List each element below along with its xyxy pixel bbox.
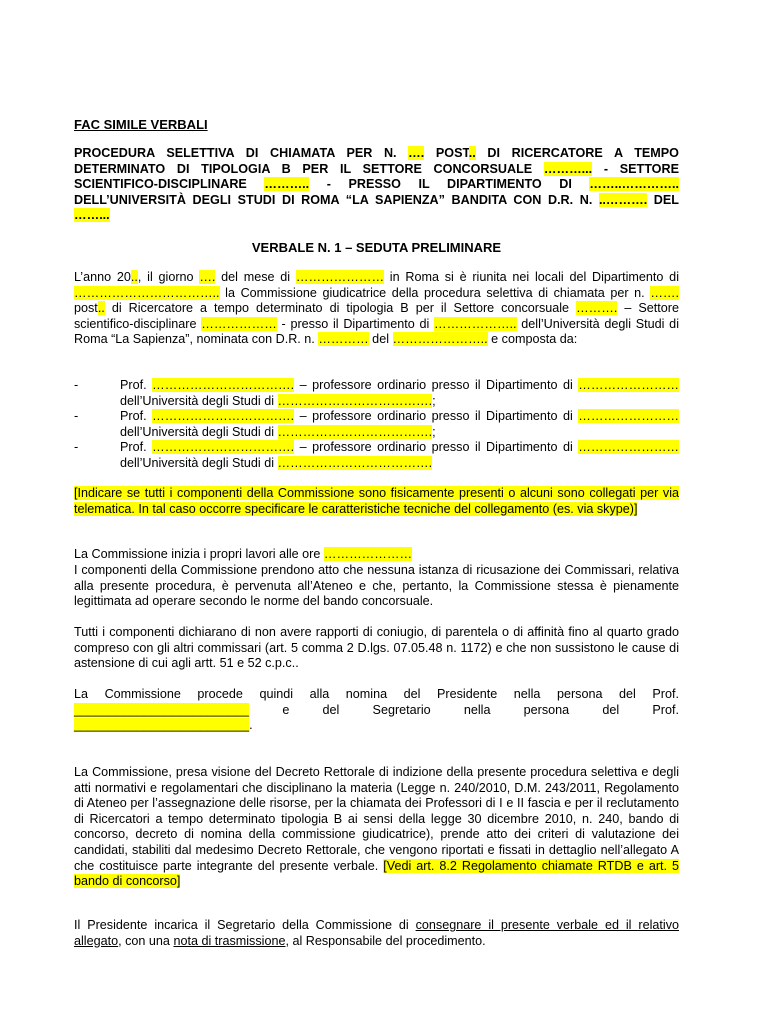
placeholder-member-universita: ……………………………….	[277, 455, 433, 470]
placeholder-secretary: _________________________	[74, 718, 250, 733]
placeholder-settore-disciplinare: ………..	[264, 177, 310, 192]
placeholder-dipartimento-sede: ……………………………..	[74, 285, 220, 300]
placeholder-dr-number: ..……….	[598, 192, 648, 207]
placeholder-day: ….	[199, 270, 216, 284]
president-paragraph: La Commissione procede quindi alla nomina del Presidente nella persona del Prof. _________________________ e del Segretario nella persona del Prof. _________________________.	[74, 687, 679, 733]
telematic-note: [Indicare se tutti i componenti della Commissione sono fisicamente presenti o alcuni sono collegati per via telematica. In tal caso occorre specificare le caratteristiche tecniche del collegamento (es. via skype)]	[74, 486, 679, 516]
placeholder-dr-number-2: …………	[318, 332, 369, 347]
commission-member: - Prof. ……………………………. – professore ordinario presso il Dipartimento di …………………… dell’Università degli Studi di ……………………………….;	[74, 409, 679, 439]
placeholder-dr-date: ……...	[74, 208, 110, 223]
placeholder-member-dipartimento: ……………………	[578, 440, 679, 454]
recusal-paragraph: I componenti della Commissione prendono atto che nessuna istanza di ricusazione dei Commissari, relativa alla presente procedura, è pervenuta all’Ateneo e che, pertanto, la Commissione stessa è pienamente legittimata ad operare secondo le norme del bando concorsuale.	[74, 563, 679, 609]
placeholder-start-time: …………………	[323, 547, 413, 561]
placeholder-settore-concorsuale-2: ……….	[576, 301, 618, 316]
placeholder-member-universita: ……………………………….	[277, 393, 433, 408]
placeholder-number: ….	[408, 146, 425, 160]
verbale-title: VERBALE N. 1 – SEDUTA PRELIMINARE	[251, 240, 502, 255]
placeholder-post-suffix-2: ..	[97, 301, 105, 316]
decree-note: [Vedi art. 8.2 Regolamento chiamate RTDB e art. 5 bando di concorso]	[74, 858, 679, 889]
commission-member: - Prof. ……………………………. – professore ordinario presso il Dipartimento di …………………… dell’Università degli Studi di ……………………………….	[74, 440, 679, 470]
decree-paragraph: La Commissione, presa visione del Decreto Rettorale di indizione della presente procedura selettiva e degli atti normativi e regolamentari che disciplinano la materia (Legge n. 240/2010, D.M. 243/2011, Regolamento di Ateneo per l’assegnazione delle risorse, per la chiamata dei Professori di I e II fascia e per il reclutamento di Ricercatori a tempo determinato tipologia B ai sensi della legge 30 dicembre 2010, n. 240, bando di concorso, decreto di nomina della commissione giudicatrice), prende atto dei criteri di valutazione dei candidati, stabiliti dal medesimo Decreto Rettorale, che vengono riportati e fissati in dettaglio nell’allegato A che costituisce parte integrante del presente verbale. [Vedi art. 8.2 Regolamento chiamate RTDB e art. 5 bando di concorso]	[74, 765, 679, 889]
conflict-paragraph: Tutti i componenti dichiarano di non avere rapporti di coniugio, di parentela o di affinità fino al quarto grado compreso con gli altri commissari (art. 5 comma 2 D.lgs. 07.05.48 n. 1172) e che non sussistono le cause di astensione di cui agli artt. 51 e 52 c.p.c..	[74, 625, 679, 671]
placeholder-member-dipartimento: ……………………	[578, 409, 679, 423]
closing-paragraph: Il Presidente incarica il Segretario della Commissione di consegnare il presente verbale ed il relativo allegato, con una nota di trasmissione, al Responsabile del procedimento.	[74, 918, 679, 948]
placeholder-member-name: …………………………….	[152, 440, 295, 454]
commission-member: - Prof. ……………………………. – professore ordinario presso il Dipartimento di …………………… dell’Università degli Studi di ……………………………….;	[74, 378, 679, 408]
document-title: FAC SIMILE VERBALI	[74, 117, 208, 132]
placeholder-member-name: …………………………….	[152, 409, 295, 423]
placeholder-num-posts: …….	[650, 285, 679, 300]
start-time-line: La Commissione inizia i propri lavori alle ore …………………	[74, 547, 413, 561]
placeholder-month: …………………	[295, 270, 385, 284]
placeholder-dipartimento: ……..…………..	[589, 177, 679, 192]
procedure-heading: PROCEDURA SELETTIVA DI CHIAMATA PER N. …. POST.. DI RICERCATORE A TEMPO DETERMINATO DI TIPOLOGIA B PER IL SETTORE CONCORSUALE ………... - SETTORE SCIENTIFICO-DISCIPLINARE ……….. - PRESSO IL DIPARTIMENTO DI ……..………….. DELL’UNIVERSITÀ DEGLI STUDI DI ROMA “LA SAPIENZA” BANDITA CON D.R. N. ..………. DEL ……...	[74, 146, 679, 223]
placeholder-settore-concorsuale: ………...	[543, 161, 593, 176]
placeholder-member-dipartimento: ……………………	[578, 378, 679, 392]
placeholder-settore-disciplinare-2: ………………	[201, 316, 277, 331]
placeholder-member-universita: ……………………………….	[277, 424, 433, 439]
placeholder-president: _________________________	[74, 702, 250, 717]
placeholder-member-name: …………………………….	[152, 378, 295, 392]
intro-paragraph: L’anno 20.., il giorno …. del mese di ………………… in Roma si è riunita nei locali del Dipartimento di …………………………….. la Commissione giudicatrice della procedura selettiva di chiamata per n. ……. post.. di Ricercatore a tempo determinato di tipologia B per il Settore concorsuale ………. – Settore scientifico-disciplinare ……………… - presso il Dipartimento di ……………….. dell’Università degli Studi di Roma “La Sapienza”, nominata con D.R. n. ………… del ………………….. e composta da:	[74, 270, 679, 347]
placeholder-dr-date-2: …………………..	[392, 332, 488, 347]
placeholder-post-suffix: ..	[468, 146, 476, 160]
placeholder-dipartimento-2: ………………..	[433, 316, 517, 331]
placeholder-year: ..	[130, 270, 138, 284]
